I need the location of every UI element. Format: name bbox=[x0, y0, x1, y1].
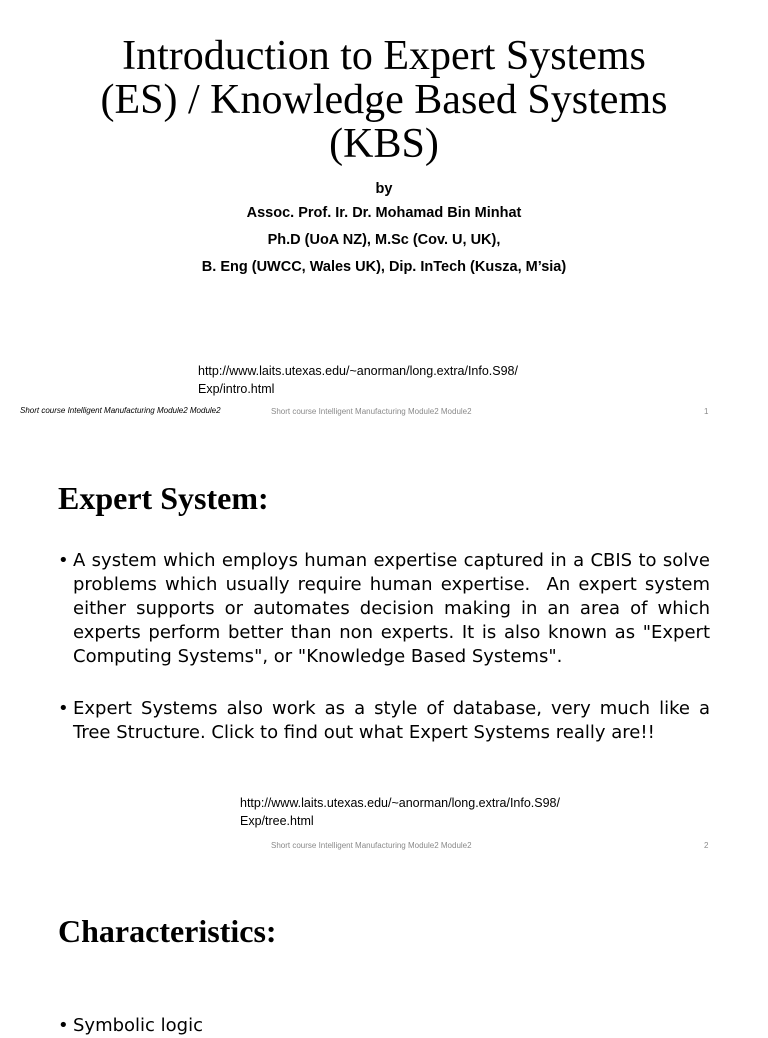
bullet-list bbox=[58, 1014, 710, 1038]
tree-link-line-1[interactable]: http://www.laits.utexas.edu/~anorman/long.extra/Info.S98/ bbox=[240, 796, 560, 810]
slide-1 bbox=[0, 0, 768, 426]
page-number: 1 bbox=[704, 407, 709, 416]
author-credentials-1: Ph.D (UoA NZ), M.Sc (Cov. U, UK), bbox=[267, 232, 501, 248]
slide-heading: Characteristics: bbox=[58, 913, 277, 949]
slide-title bbox=[40, 34, 728, 166]
by-label: by bbox=[375, 181, 393, 197]
title-line-3: (KBS) bbox=[329, 121, 439, 167]
page-number: 2 bbox=[704, 841, 709, 850]
footer-left-label: Short course Intelligent Manufacturing Module2 Module2 bbox=[20, 406, 221, 415]
slide-3 bbox=[0, 856, 768, 1036]
title-line-1: Introduction to Expert Systems bbox=[122, 33, 646, 79]
author-name: Assoc. Prof. Ir. Dr. Mohamad Bin Minhat bbox=[246, 205, 522, 221]
intro-link[interactable] bbox=[198, 362, 518, 398]
intro-link-line-1[interactable]: http://www.laits.utexas.edu/~anorman/long.extra/Info.S98/ bbox=[198, 364, 518, 378]
tree-link[interactable] bbox=[240, 794, 560, 830]
author-block bbox=[0, 178, 768, 283]
slide-2 bbox=[0, 426, 768, 856]
tree-link-line-2[interactable]: Exp/tree.html bbox=[240, 814, 314, 828]
bullet-list bbox=[58, 549, 710, 745]
slide-heading: Expert System: bbox=[58, 480, 269, 516]
footer-center-label: Short course Intelligent Manufacturing Module2 Module2 bbox=[271, 841, 472, 850]
intro-link-line-2[interactable]: Exp/intro.html bbox=[198, 382, 275, 396]
author-credentials-2: B. Eng (UWCC, Wales UK), Dip. InTech (Kusza, M’sia) bbox=[201, 259, 567, 275]
footer-center-label: Short course Intelligent Manufacturing Module2 Module2 bbox=[271, 407, 472, 416]
title-line-2: (ES) / Knowledge Based Systems bbox=[100, 77, 668, 123]
bullet-item: • A system which employs human expertise captured in a CBIS to solve problems which usually require human expertise. An expert system either supports or automates decision making in an area of which experts perform better than non experts. It is also known as "Expert Computing Systems", or "Knowledge Based Systems". bbox=[58, 549, 710, 669]
bullet-item: • Expert Systems also work as a style of database, very much like a Tree Structure. Click to find out what Expert Systems really are!! bbox=[58, 697, 710, 745]
bullet-item: • Symbolic logic bbox=[58, 1014, 710, 1038]
